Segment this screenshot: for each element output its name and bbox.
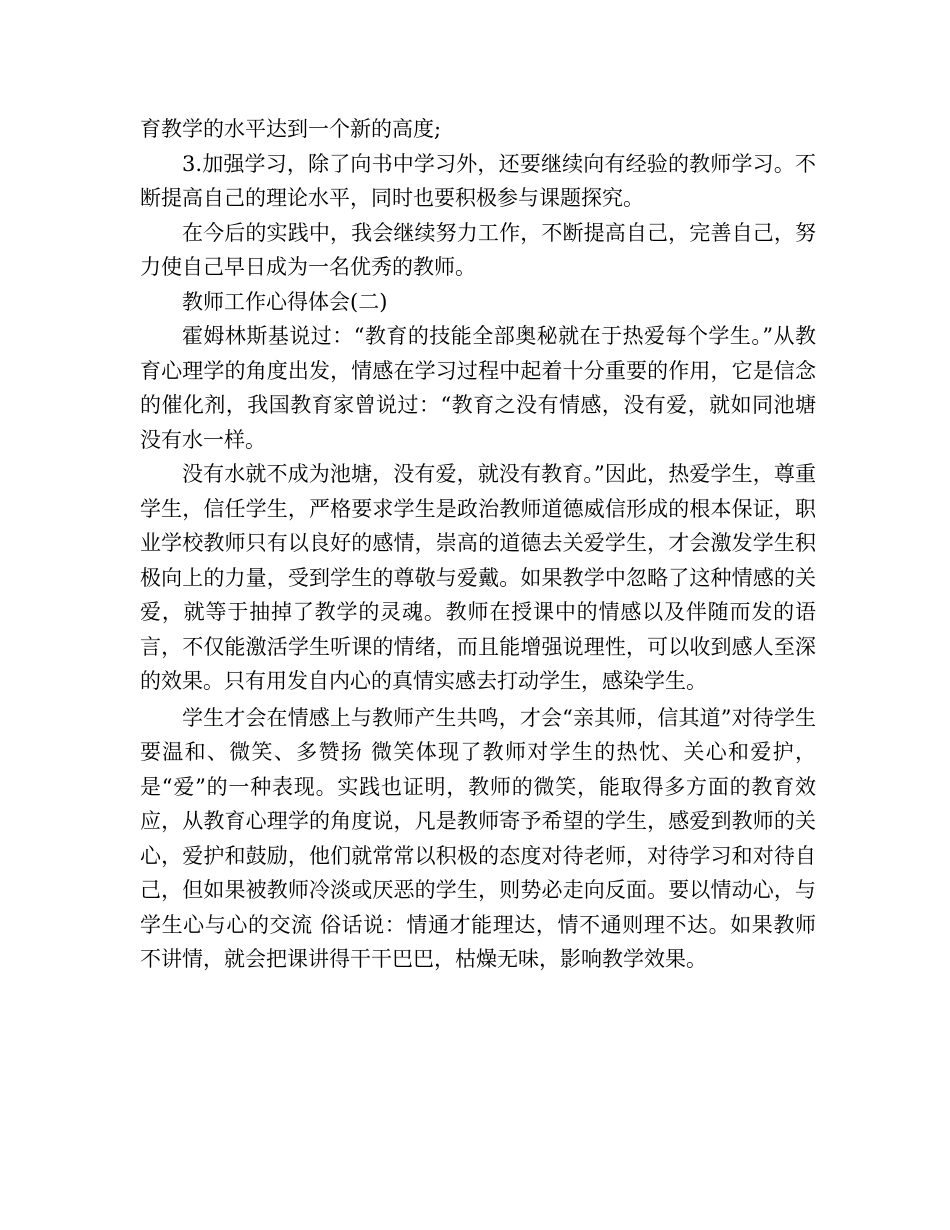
paragraph-quote: 霍姆林斯基说过：“教育的技能全部奥秘就在于热爱每个学生。”从教育心理学的角度出发，情感在学习过程中起着十分重要的作用，它是信念的催化剂，我国教育家曾说过：“教育之没有情感，没有爱，就如同池塘没有水一样。 xyxy=(140,324,816,452)
section-heading: 教师工作心得体会(二) xyxy=(182,289,388,314)
document-body xyxy=(140,112,816,977)
paragraph-study-point: 3.加强学习，除了向书中学习外，还要继续向有经验的教师学习。不断提高自己的理论水平，同时也要积极参与课题探究。 xyxy=(140,151,816,210)
paragraph-future-practice: 在今后的实践中，我会继续努力工作，不断提高自己，完善自己，努力使自己早日成为一名优秀的教师。 xyxy=(140,220,816,279)
paragraph-resonance: 学生才会在情感上与教师产生共鸣，才会“亲其师，信其道”对待学生要温和、微笑、多赞扬 微笑体现了教师对学生的热忱、关心和爱护，是“爱”的一种表现。实践也证明，教师的微笑，能取得多方面的教育效应，从教育心理学的角度说，凡是教师寄予希望的学生，感爱到教师的关心，爱护和鼓励，他们就常常以积极的态度对待老师，对待学习和对待自己，但如果被教师冷淡或厌恶的学生，则势必走向反面。要以情动心，与学生心与心的交流 俗话说：情通才能理达，情不通则理不达。如果教师不讲情，就会把课讲得干干巴巴，枯燥无味，影响教学效果。 xyxy=(140,705,816,971)
paragraph-love-students: 没有水就不成为池塘，没有爱，就没有教育。”因此，热爱学生，尊重学生，信任学生，严格要求学生是政治教师道德威信形成的根本保证，职业学校教师只有以良好的感情，崇高的道德去关爱学生，才会激发学生积极向上的力量，受到学生的尊敬与爱戴。如果教学中忽略了这种情感的关爱，就等于抽掉了教学的灵魂。教师在授课中的情感以及伴随而发的语言，不仅能激活学生听课的情绪，而且能增强说理性，可以收到感人至深的效果。只有用发自内心的真情实感去打动学生，感染学生。 xyxy=(140,462,816,693)
paragraph-continuation: 育教学的水平达到一个新的高度; xyxy=(140,117,442,141)
